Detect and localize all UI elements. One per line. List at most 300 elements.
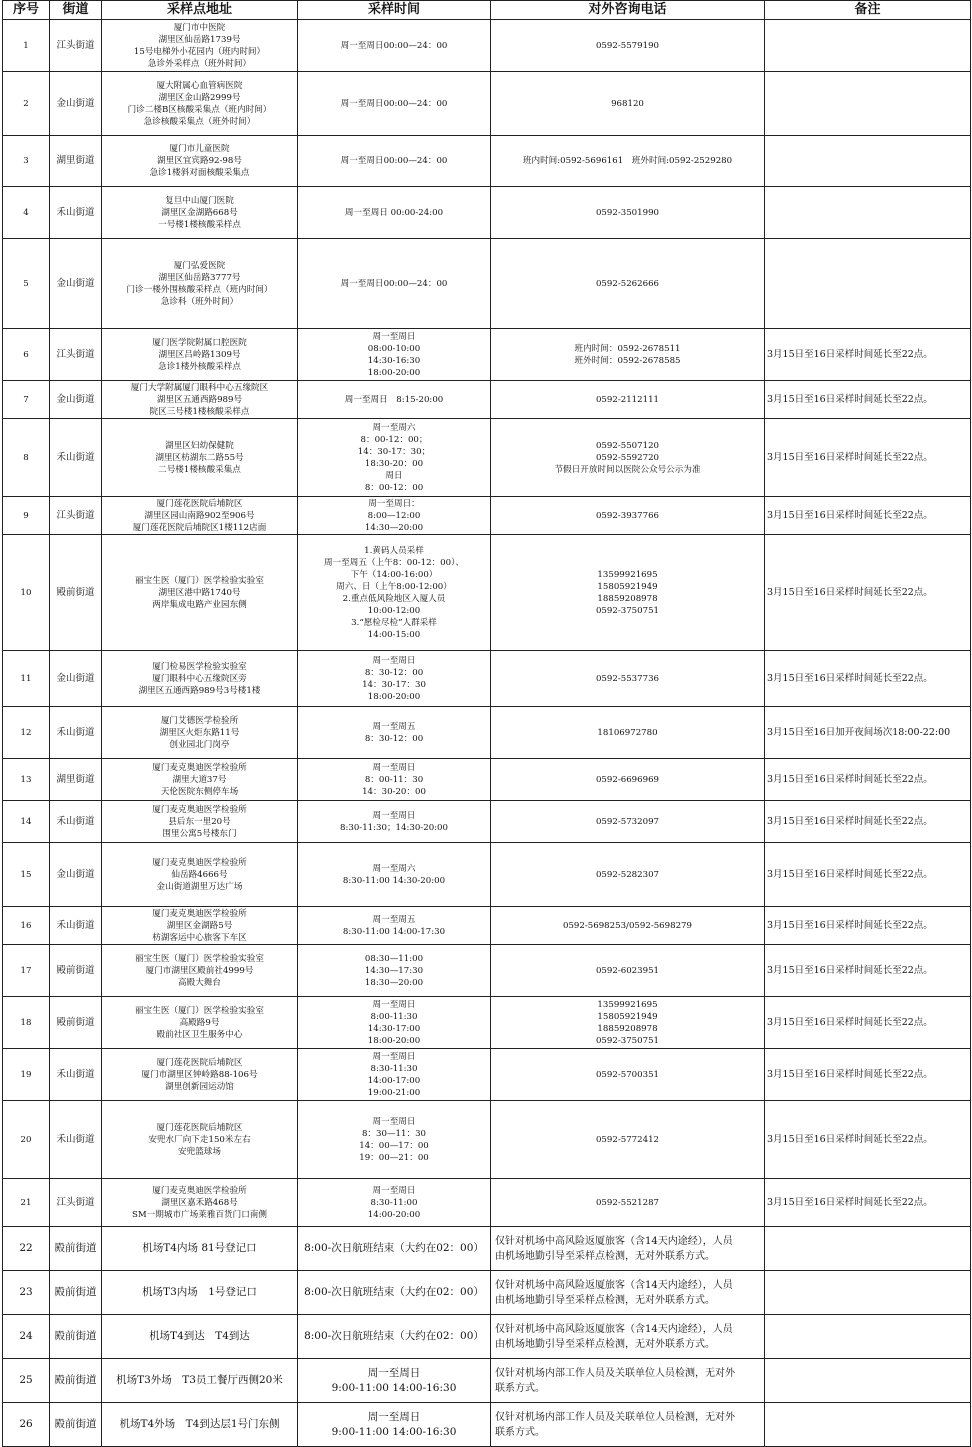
time-cell: [298, 945, 491, 997]
time-cell-line: 18:00-20:00: [367, 691, 421, 702]
street-cell: 金山街道: [50, 72, 102, 136]
time-cell-line: 周一至周日 00:00-24:00: [344, 207, 444, 218]
address-cell-line: 一号楼1楼核酸采样点: [158, 219, 241, 230]
table-row: [3, 801, 971, 843]
street-cell: 殿前街道: [50, 1359, 102, 1403]
street-cell: 江头街道: [50, 329, 102, 381]
time-cell: [298, 1359, 491, 1403]
phone-cell-line: 0592-5282307: [595, 869, 660, 880]
table-row: [3, 1315, 971, 1359]
table-body: [3, 20, 971, 1447]
remark-cell: [765, 1271, 971, 1315]
address-cell: [102, 187, 298, 239]
address-cell-line: 两岸集成电路产业园东侧: [152, 599, 247, 610]
time-cell: [298, 907, 491, 945]
phone-cell: [491, 239, 765, 329]
street-cell: 金山街道: [50, 239, 102, 329]
time-cell-line: 8：30-12：00: [364, 733, 424, 744]
table-row: [3, 136, 971, 187]
time-cell-line: 14:30—20:00: [364, 522, 424, 533]
row-number: 19: [3, 1049, 50, 1101]
address-cell-line: 厦门莲花医院后埔院区: [156, 1122, 243, 1133]
phone-cell-line: 联系方式。: [495, 1382, 545, 1394]
phone-cell-line: 15805921949: [597, 1011, 658, 1022]
address-cell-line: 厦门莲花医院后埔院区: [156, 498, 243, 509]
phone-cell-line: 联系方式。: [495, 1426, 545, 1438]
time-cell-line: 18:00-20:00: [367, 367, 421, 378]
phone-cell-line: 班内时间:0592-5696161 班外时间:0592-2529280: [522, 156, 733, 166]
time-cell-line: 14:00-17:00: [367, 1075, 421, 1086]
phone-cell-line: 0592-5262666: [595, 278, 660, 289]
time-cell-line: 2.重点低风险地区入厦人员: [342, 593, 446, 604]
address-cell-line: 湖里区宜宾路92-98号: [157, 156, 242, 166]
phone-cell-line: 0592-6023951: [595, 965, 660, 976]
address-cell-line: 厦门艾德医学检验所: [160, 715, 239, 726]
phone-cell: [491, 945, 765, 997]
address-cell-line: 丽宝生医（厦门）医学检验实验室: [135, 953, 264, 964]
time-cell: [298, 1101, 491, 1179]
time-cell-line: 8：00-12：00: [364, 482, 424, 493]
phone-cell-line: 0592-5537736: [595, 673, 660, 684]
phone-cell: [491, 535, 765, 651]
remark-cell: 3月15日至16日采样时间延长至22点。: [765, 1049, 971, 1101]
table-row: [3, 1403, 971, 1447]
time-cell-line: 周一至周五: [372, 914, 416, 925]
row-number: 5: [3, 239, 50, 329]
address-cell-line: 院区三号楼1楼核酸采样点: [149, 406, 250, 417]
address-cell: [102, 1049, 298, 1101]
time-cell-line: 19：00—21：00: [359, 1152, 429, 1163]
address-cell: [102, 1271, 298, 1315]
address-cell-line: 高殿路9号: [179, 1017, 220, 1028]
time-cell-line: 周一至周日: [367, 1410, 421, 1423]
address-cell-line: 厦门莲花医院后埔院区1楼112店面: [132, 522, 267, 533]
row-number: 8: [3, 419, 50, 497]
address-cell-line: 枋湖客运中心旅客下车区: [152, 932, 247, 943]
phone-cell-line: 13599921695: [597, 569, 658, 580]
address-cell: [102, 136, 298, 187]
remark-cell: 3月15日至16日采样时间延长至22点。: [765, 907, 971, 945]
time-cell: [298, 801, 491, 843]
phone-cell: [491, 1315, 765, 1359]
phone-cell-line: 0592-3750751: [595, 605, 660, 616]
time-cell-line: 周一至周日: [372, 331, 416, 342]
phone-cell: [491, 20, 765, 72]
row-number: 7: [3, 381, 50, 419]
phone-cell-line: 0592-3750751: [595, 1035, 660, 1046]
phone-cell-line: 由机场地勤引导至采样点检测，无对外联系方式。: [495, 1294, 715, 1306]
time-cell-line: 周日: [385, 470, 403, 481]
address-cell: [102, 329, 298, 381]
phone-cell: [491, 1403, 765, 1447]
phone-cell-line: 18859208978: [597, 1023, 658, 1034]
sampling-sites-table: [2, 0, 971, 1447]
time-cell-line: 周一至周日: [372, 1185, 416, 1196]
time-cell: [298, 381, 491, 419]
time-cell-line: 14:30—17:30: [364, 965, 424, 976]
phone-cell-line: 0592-3937766: [595, 510, 660, 521]
row-number: 17: [3, 945, 50, 997]
address-cell-line: 厦门检易医学检验实验室: [152, 661, 247, 672]
street-cell: 江头街道: [50, 20, 102, 72]
phone-cell: [491, 651, 765, 707]
street-cell: 金山街道: [50, 651, 102, 707]
address-cell-line: 厦门莲花医院后埔院区: [156, 1057, 243, 1068]
phone-cell: [491, 997, 765, 1049]
time-cell-line: 周一至周五: [372, 721, 416, 732]
table-row: [3, 1049, 971, 1101]
row-number: 22: [3, 1227, 50, 1271]
time-cell: [298, 1179, 491, 1227]
address-cell-line: 厦门麦克奥迪医学检验所: [152, 762, 247, 773]
address-cell-line: 湖里区金湖路5号: [166, 920, 233, 931]
phone-cell-line: 由机场地勤引导至采样点检测，无对外联系方式。: [495, 1338, 715, 1350]
phone-cell-line: 仅针对机场中高风险返厦旅客（含14天内途经），人员: [495, 1235, 733, 1247]
address-cell: [102, 707, 298, 759]
time-cell-line: 周一至周日: [372, 810, 416, 821]
phone-cell-line: 仅针对机场中高风险返厦旅客（含14天内途经），人员: [495, 1279, 733, 1291]
time-cell-line: 8:30-11:30；14:30-20:00: [340, 822, 448, 833]
street-cell: 禾山街道: [50, 1101, 102, 1179]
address-cell-line: 机场T3内场 1号登记口: [142, 1286, 257, 1298]
address-cell-line: 湖里区枋湖东二路55号: [155, 452, 244, 463]
address-cell-line: 厦门市儿童医院: [169, 144, 230, 154]
phone-cell-line: 班外时间：0592-2678585: [574, 355, 681, 366]
time-cell: [298, 136, 491, 187]
address-cell-line: 机场T3外场 T3员工餐厅西侧20米: [116, 1374, 283, 1386]
address-cell-line: 复旦中山厦门医院: [165, 195, 234, 206]
time-cell-line: 周一至周日: [372, 1116, 416, 1127]
address-cell: [102, 997, 298, 1049]
phone-cell-line: 18859208978: [597, 593, 658, 604]
time-cell-line: 8:30-11:00: [370, 1197, 418, 1208]
row-number: 14: [3, 801, 50, 843]
phone-cell: [491, 1101, 765, 1179]
address-cell-line: 湖里大道37号: [172, 774, 227, 785]
time-cell-line: 08:30—11:00: [364, 953, 424, 964]
phone-cell: [491, 72, 765, 136]
time-cell-line: 18:30—20:00: [364, 977, 424, 988]
time-cell-line: 3.“愿检尽检”人群采样: [351, 617, 437, 628]
table-row: [3, 72, 971, 136]
address-cell-line: 湖里区金山路2999号: [158, 92, 241, 103]
phone-cell: [491, 1049, 765, 1101]
time-cell-line: 下午（14:00-16:00）: [350, 569, 438, 580]
remark-cell: 3月15日至16日采样时间延长至22点。: [765, 759, 971, 801]
phone-cell: [491, 1179, 765, 1227]
street-cell: 金山街道: [50, 843, 102, 907]
time-cell-line: 8：00-12：00；: [360, 434, 428, 445]
phone-cell: [491, 1359, 765, 1403]
remark-cell: 3月15日至16日采样时间延长至22点。: [765, 1101, 971, 1179]
time-cell-line: 18:30-20：00: [364, 458, 424, 469]
row-number: 11: [3, 651, 50, 707]
phone-cell: [491, 843, 765, 907]
address-cell-line: 厦门麦克奥迪医学检验所: [152, 1185, 247, 1196]
time-cell: [298, 707, 491, 759]
time-cell-line: 10:00-12:00: [367, 605, 421, 616]
time-cell-line: 周一至周日00:00—24：00: [340, 98, 448, 109]
phone-cell-line: 0592-5579190: [595, 40, 660, 51]
address-cell-line: 湖里区嘉禾路468号: [161, 1197, 238, 1208]
row-number: 9: [3, 497, 50, 535]
address-cell: [102, 1403, 298, 1447]
time-cell: [298, 1315, 491, 1359]
street-cell: 殿前街道: [50, 535, 102, 651]
row-number: 3: [3, 136, 50, 187]
row-number: 4: [3, 187, 50, 239]
address-cell-line: 丽宝生医（厦门）医学检验实验室: [135, 575, 264, 586]
address-cell: [102, 1359, 298, 1403]
time-cell: [298, 997, 491, 1049]
time-cell-line: 14:00-15:00: [367, 629, 421, 640]
time-cell-line: 8：00-11：30: [364, 774, 424, 785]
time-cell-line: 周一至周日: [372, 762, 416, 773]
table-row: [3, 329, 971, 381]
phone-cell: [491, 801, 765, 843]
address-cell: [102, 945, 298, 997]
address-cell: [102, 801, 298, 843]
street-cell: 江头街道: [50, 1179, 102, 1227]
phone-cell: [491, 497, 765, 535]
time-cell: [298, 20, 491, 72]
remark-cell: 3月15日至16日采样时间延长至22点。: [765, 329, 971, 381]
time-cell: [298, 72, 491, 136]
table-row: [3, 945, 971, 997]
street-cell: 禾山街道: [50, 187, 102, 239]
remark-cell: [765, 187, 971, 239]
address-cell-line: 厦门眼科中心五缘院区旁: [152, 673, 247, 684]
row-number: 13: [3, 759, 50, 801]
remark-cell: 3月15日至16日采样时间延长至22点。: [765, 801, 971, 843]
header-remark: 备注: [765, 1, 971, 20]
table-row: [3, 1227, 971, 1271]
time-cell-line: 14：30-17：30；: [357, 446, 431, 457]
row-number: 15: [3, 843, 50, 907]
address-cell: [102, 1227, 298, 1271]
remark-cell: 3月15日至16日采样时间延长至22点。: [765, 945, 971, 997]
address-cell-line: 厦门医学院附属口腔医院: [152, 337, 247, 348]
address-cell: [102, 759, 298, 801]
remark-cell: [765, 136, 971, 187]
row-number: 16: [3, 907, 50, 945]
address-cell-line: 湖里区妇幼保健院: [165, 440, 234, 451]
table-row: [3, 843, 971, 907]
street-cell: 殿前街道: [50, 997, 102, 1049]
street-cell: 殿前街道: [50, 1315, 102, 1359]
time-cell-line: 周一至周日00:00—24：00: [340, 40, 448, 51]
street-cell: 殿前街道: [50, 1403, 102, 1447]
time-cell: [298, 419, 491, 497]
phone-cell: [491, 419, 765, 497]
phone-cell-line: 0592-6696969: [595, 774, 660, 785]
address-cell-line: 厦门麦克奥迪医学检验所: [152, 804, 247, 815]
phone-cell-line: 0592-5732097: [595, 816, 660, 827]
address-cell: [102, 1101, 298, 1179]
header-address: 采样点地址: [102, 1, 298, 20]
address-cell: [102, 1179, 298, 1227]
street-cell: 金山街道: [50, 381, 102, 419]
time-cell: [298, 239, 491, 329]
address-cell-line: 金山街道湖里万达广场: [156, 881, 243, 892]
address-cell-line: 湖里区港中路1740号: [158, 587, 241, 598]
time-cell: [298, 843, 491, 907]
row-number: 10: [3, 535, 50, 651]
address-cell-line: 湖里区五通西路989号: [156, 394, 243, 405]
time-cell-line: 9:00-11:00 14:00-16:30: [331, 1381, 457, 1394]
phone-cell-line: 仅针对机场内部工作人员及关联单位人员检测，无对外: [495, 1411, 735, 1423]
table-row: [3, 535, 971, 651]
address-cell-line: 湖里区吕岭路1309号: [158, 349, 241, 360]
table-row: [3, 651, 971, 707]
phone-cell: [491, 136, 765, 187]
address-cell-line: 机场T4外场 T4到达层1号门东侧: [119, 1418, 280, 1430]
time-cell-line: 14:30-16:30: [367, 355, 421, 366]
remark-cell: 3月15日至16日采样时间延长至22点。: [765, 997, 971, 1049]
table-row: [3, 707, 971, 759]
street-cell: 殿前街道: [50, 1227, 102, 1271]
address-cell: [102, 497, 298, 535]
time-cell-line: 8:00-次日航班结束（大约在02：00）: [304, 1330, 484, 1342]
address-cell-line: 仙岳路4666号: [171, 869, 228, 880]
address-cell-line: 门诊一楼外围核酸采样点（班内时间）: [126, 284, 273, 295]
remark-cell: 3月15日至16日采样时间延长至22点。: [765, 535, 971, 651]
phone-cell: [491, 329, 765, 381]
time-cell: [298, 1271, 491, 1315]
row-number: 23: [3, 1271, 50, 1315]
row-number: 25: [3, 1359, 50, 1403]
time-cell-line: 周一至周日：: [368, 498, 420, 509]
phone-cell: [491, 1271, 765, 1315]
time-cell-line: 9:00-11:00 14:00-16:30: [331, 1425, 457, 1438]
remark-cell: [765, 1403, 971, 1447]
time-cell-line: 14：30-17：30: [362, 679, 426, 690]
time-cell-line: 8:30-11:00 14:30-20:00: [342, 875, 446, 886]
time-cell: [298, 759, 491, 801]
row-number: 2: [3, 72, 50, 136]
table-row: [3, 187, 971, 239]
time-cell-line: 14：30-20：00: [362, 786, 426, 797]
time-cell-line: 周一至周六: [372, 422, 416, 433]
row-number: 20: [3, 1101, 50, 1179]
time-cell-line: 8:30-11:00 14:00-17:30: [342, 926, 446, 937]
table-row: [3, 907, 971, 945]
remark-cell: [765, 1315, 971, 1359]
time-cell-line: 8:00-次日航班结束（大约在02：00）: [304, 1286, 484, 1298]
row-number: 12: [3, 707, 50, 759]
phone-cell: [491, 759, 765, 801]
phone-cell-line: 18106972780: [597, 727, 658, 738]
time-cell-line: 8：30—11：30: [361, 1128, 427, 1139]
address-cell-line: 厦门市湖里区钟岭路88-106号: [141, 1069, 258, 1080]
address-cell-line: 安兜水厂向下走150米左右: [148, 1134, 251, 1145]
time-cell-line: 1.黄码人员采样: [364, 545, 424, 556]
time-cell-line: 周一至周五（上午8：00-12：00）、: [323, 557, 464, 568]
street-cell: 江头街道: [50, 497, 102, 535]
phone-cell-line: 0592-5521287: [595, 1197, 660, 1208]
time-cell: [298, 651, 491, 707]
address-cell-line: 湖里区火炬东路11号: [159, 727, 240, 738]
time-cell: [298, 329, 491, 381]
phone-cell-line: 968120: [611, 98, 644, 109]
remark-cell: 3月15日至16日采样时间延长至22点。: [765, 497, 971, 535]
phone-cell-line: 0592-5698253/0592-5698279: [563, 920, 692, 931]
phone-cell-line: 仅针对机场内部工作人员及关联单位人员检测，无对外: [495, 1367, 735, 1379]
street-cell: 禾山街道: [50, 1049, 102, 1101]
phone-cell: [491, 381, 765, 419]
time-cell-line: 14:30-17:00: [367, 1023, 421, 1034]
street-cell: 湖里街道: [50, 759, 102, 801]
time-cell-line: 周六、日（上午8:00-12:00）: [336, 581, 452, 592]
phone-cell-line: 0592-3501990: [595, 207, 660, 218]
time-cell-line: 14：00—17：00: [359, 1140, 429, 1151]
remark-cell: [765, 1227, 971, 1271]
table-row: [3, 20, 971, 72]
address-cell-line: 急诊核酸采集点（班外时间）: [143, 116, 256, 127]
address-cell-line: 厦门市湖里区殿前社4999号: [145, 965, 254, 976]
address-cell-line: 厦门麦克奥迪医学检验所: [152, 857, 247, 868]
address-cell-line: 急诊1楼斜对面核酸采集点: [149, 168, 250, 178]
address-cell: [102, 651, 298, 707]
address-cell-line: 急诊1楼外核酸采样点: [158, 361, 241, 372]
address-cell: [102, 381, 298, 419]
time-cell-line: 周一至周日: [372, 999, 416, 1010]
time-cell: [298, 535, 491, 651]
address-cell-line: 丽宝生医（厦门）医学检验实验室: [135, 1005, 264, 1016]
address-cell-line: 厦门大学附属厦门眼科中心五缘院区: [130, 382, 269, 393]
address-cell: [102, 419, 298, 497]
remark-cell: [765, 20, 971, 72]
address-cell-line: 高殿大舞台: [178, 977, 221, 988]
address-cell: [102, 72, 298, 136]
street-cell: 禾山街道: [50, 801, 102, 843]
time-cell-line: 8:30-11:30: [370, 1063, 418, 1074]
remark-cell: [765, 72, 971, 136]
address-cell-line: SM一期城市广场莱雅百货门口南侧: [132, 1209, 267, 1220]
time-cell-line: 19:00-21:00: [367, 1087, 421, 1098]
time-cell-line: 周一至周日: [372, 1051, 416, 1062]
phone-cell-line: 节假日开放时间以医院公众号公示为准: [554, 464, 701, 475]
address-cell-line: 厦门市中医院: [173, 22, 226, 33]
table-row: [3, 1359, 971, 1403]
address-cell-line: 机场T4内场 81号登记口: [142, 1242, 257, 1254]
table-row: [3, 759, 971, 801]
address-cell-line: 围里公寓5号楼东门: [162, 828, 237, 839]
time-cell-line: 14:00-20:00: [367, 1209, 421, 1220]
address-cell-line: 殿前社区卫生服务中心: [156, 1029, 243, 1040]
address-cell-line: 急诊外采样点（班外时间）: [147, 58, 252, 69]
remark-cell: 3月15日至16日采样时间延长至22点。: [765, 419, 971, 497]
address-cell-line: 湖里区仙岳路1739号: [158, 34, 241, 45]
address-cell-line: 创业园北门岗亭: [169, 739, 230, 750]
remark-cell: 3月15日至16日加开夜间场次18:00-22:00: [765, 707, 971, 759]
remark-cell: 3月15日至16日采样时间延长至22点。: [765, 843, 971, 907]
time-cell-line: 8：30-12：00: [364, 667, 424, 678]
time-cell-line: 周一至周日: [367, 1366, 421, 1379]
header-row: [3, 1, 971, 20]
phone-cell-line: 0592-5772412: [595, 1134, 660, 1145]
phone-cell-line: 0592-5700351: [595, 1069, 660, 1080]
address-cell: [102, 907, 298, 945]
remark-cell: 3月15日至16日采样时间延长至22点。: [765, 651, 971, 707]
row-number: 6: [3, 329, 50, 381]
remark-cell: 3月15日至16日采样时间延长至22点。: [765, 381, 971, 419]
phone-cell: [491, 707, 765, 759]
header-phone: 对外咨询电话: [491, 1, 765, 20]
address-cell-line: 湖里创新园运动馆: [165, 1081, 234, 1092]
table-row: [3, 997, 971, 1049]
address-cell-line: 天伦医院东侧停车场: [160, 786, 239, 797]
